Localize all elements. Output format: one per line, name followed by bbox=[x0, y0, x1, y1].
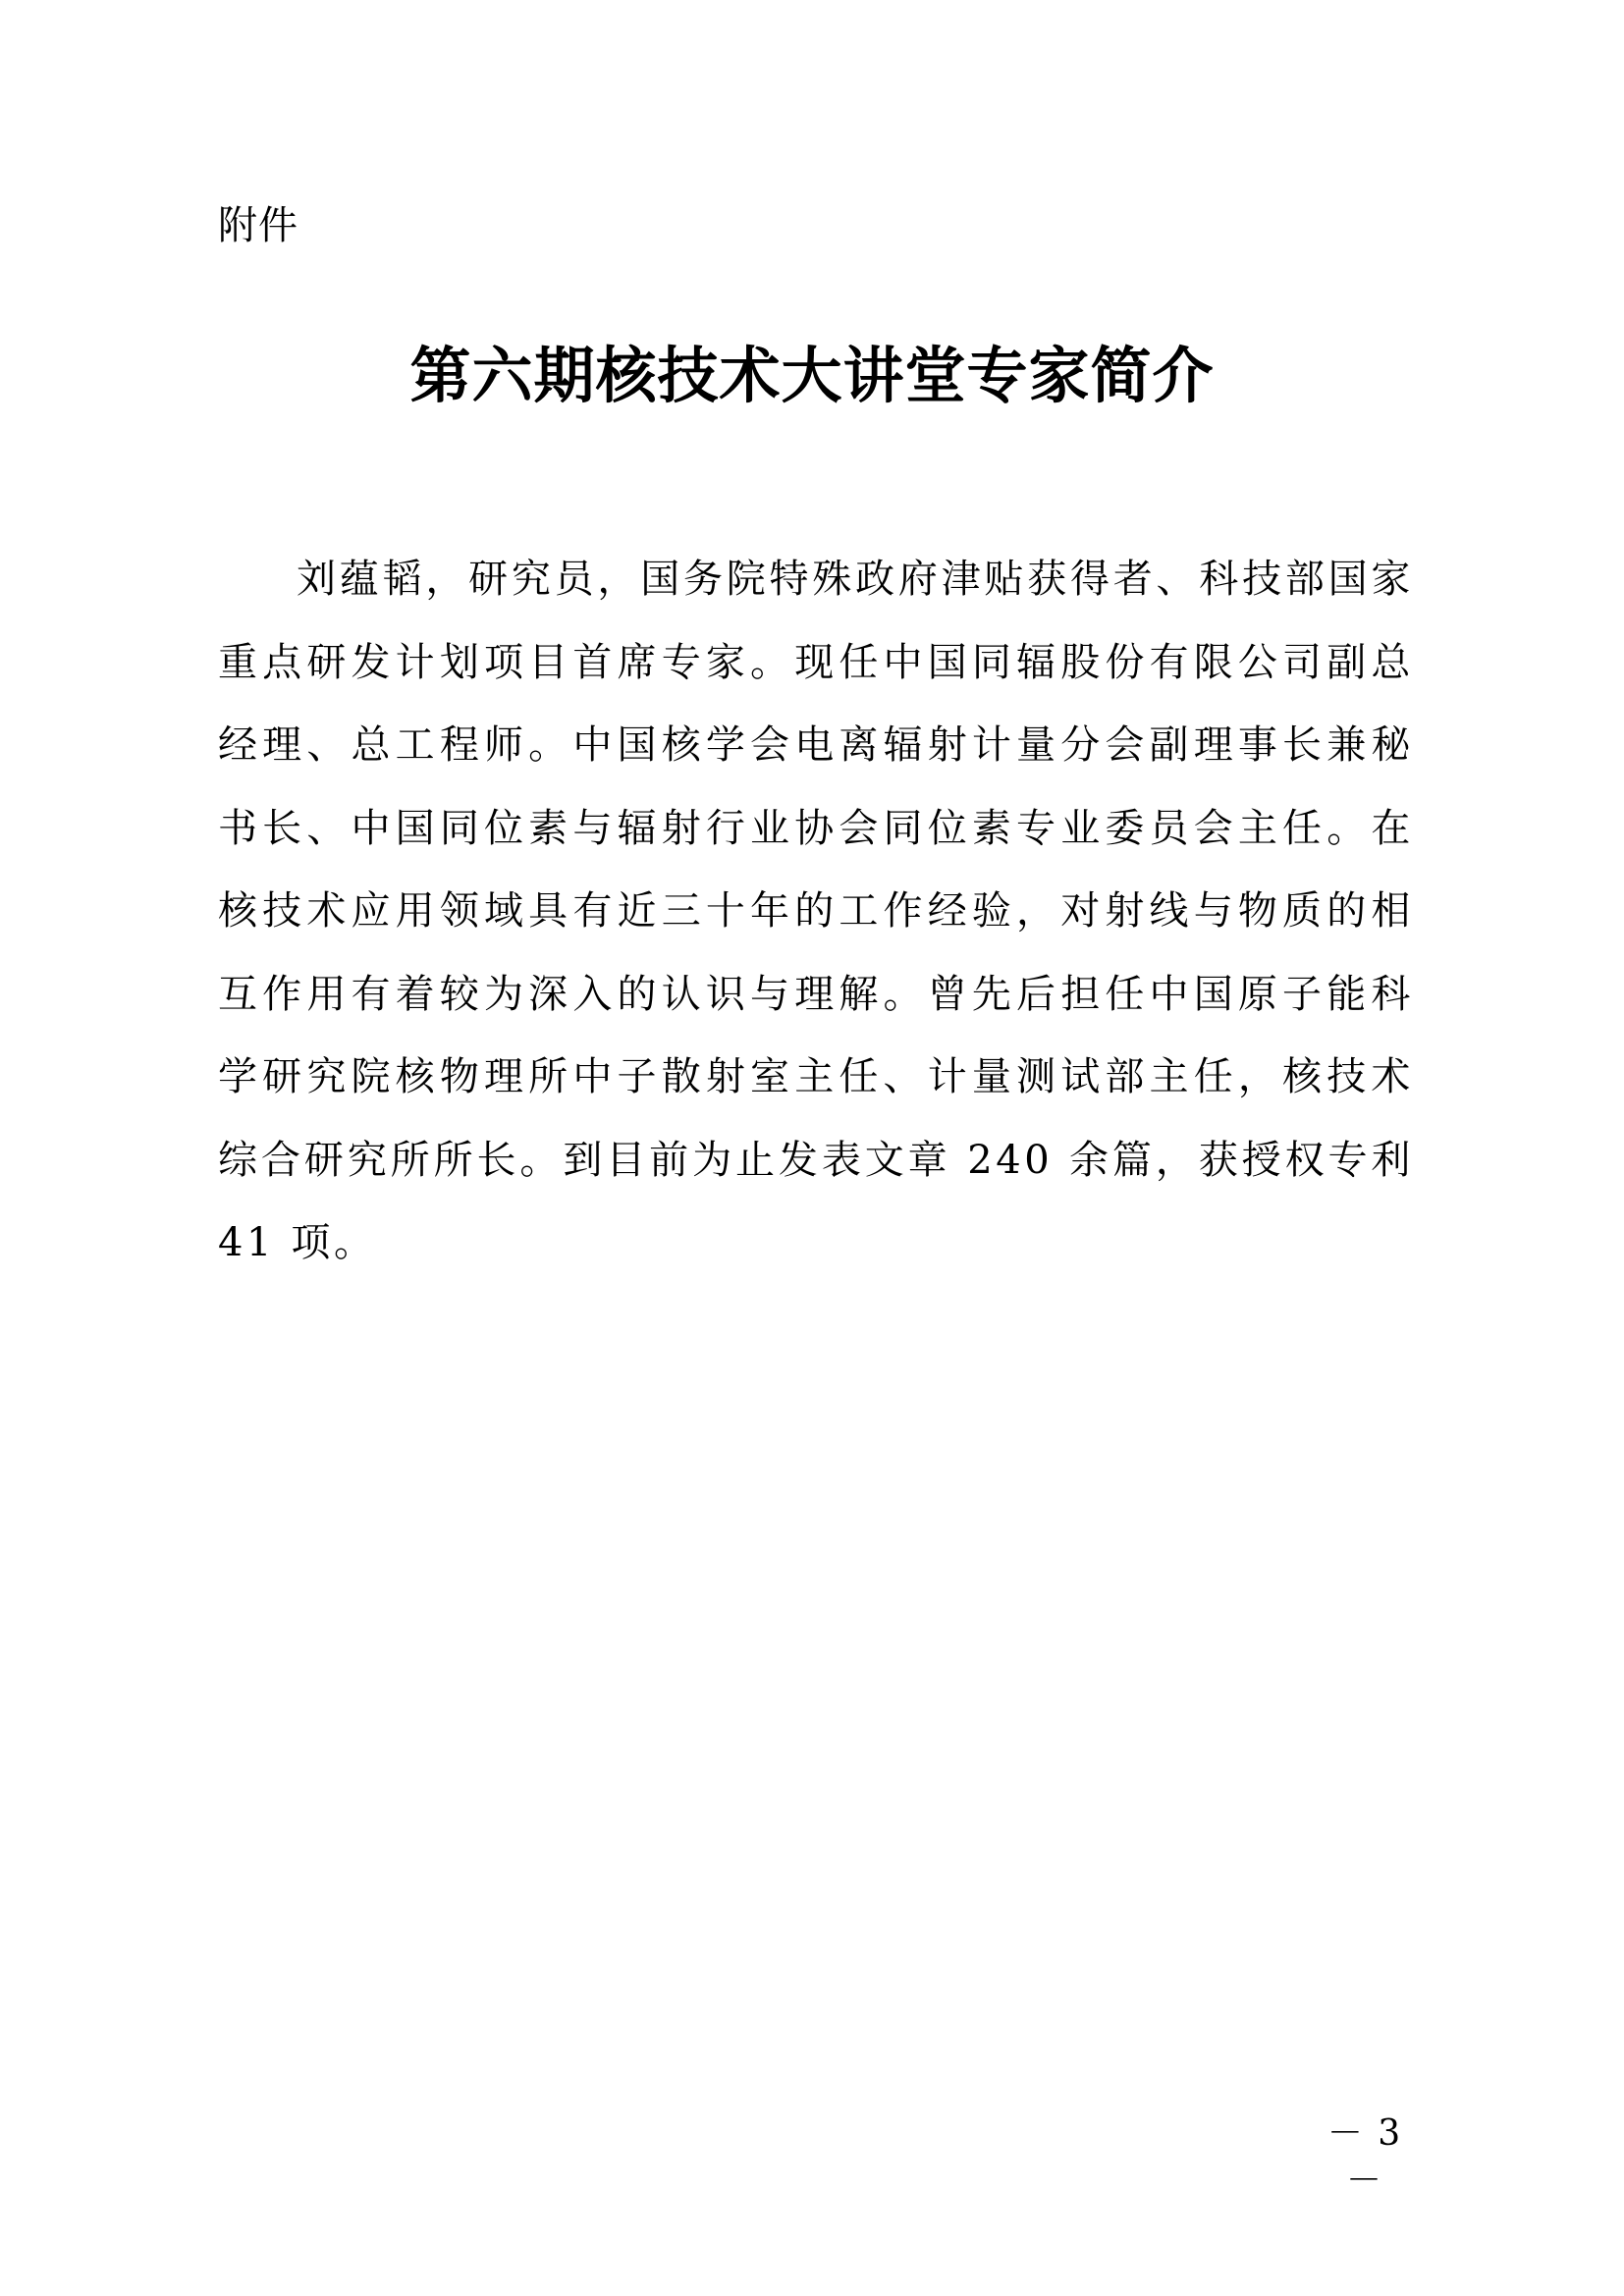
expert-bio-paragraph: 刘蕴韬，研究员，国务院特殊政府津贴获得者、科技部国家重点研发计划项目首席专家。现任中国同辐股份有限公司副总经理、总工程师。中国核学会电离辐射计量分会副理事长兼秘书长、中国同位素与辐射行业协会同位素专业委员会主任。在核技术应用领域具有近三十年的工作经验，对射线与物质的相互作用有着较为深入的认识与理解。曾先后担任中国原子能科学研究院核物理所中子散射室主任、计量测试部主任，核技术综合研究所所长。到目前为止发表文章 240 余篇，获授权专利 41 项。 bbox=[218, 557, 1414, 1265]
document-title: 第六期核技术大讲堂专家简介 bbox=[409, 340, 1215, 411]
page-number: － 3 － bbox=[1326, 2113, 1403, 2201]
attachment-label: 附件 bbox=[218, 203, 298, 248]
